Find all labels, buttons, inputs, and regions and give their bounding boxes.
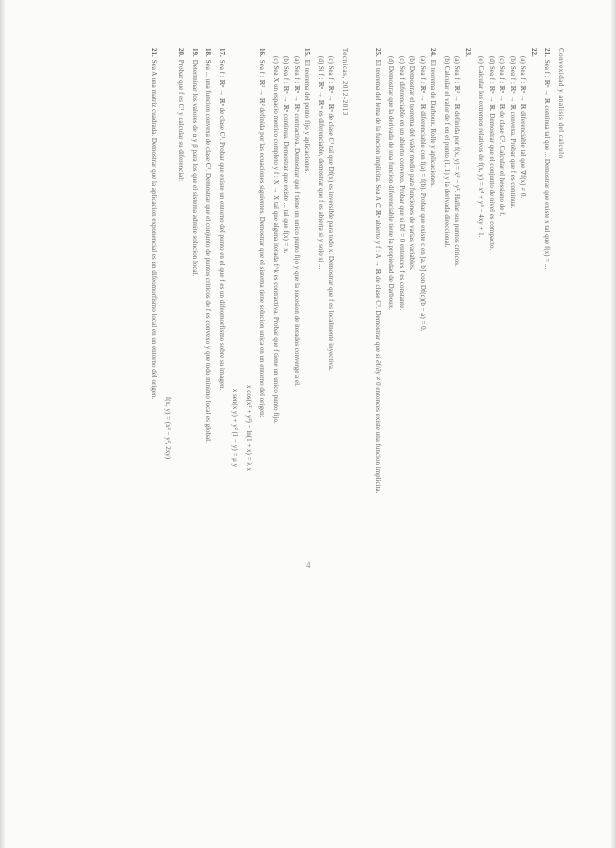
- problem-15-b: (b) Sea f : ℝⁿ → ℝⁿ continua. Demostrar que existe ... tal que f(x) = x.: [282, 56, 291, 254]
- page-number: 4: [306, 560, 311, 570]
- right-column: [316, 48, 566, 808]
- problem-21: 21.Sea A una matriz cuadrada. Demostrar que la aplicacion exponencial es un difeomorfismo local en un entorno del origen.: [150, 48, 159, 400]
- problem-16-eq2: x sen(x y) + y² (1 − y) = μ y: [231, 388, 240, 468]
- problem-18: 18.Sea ... una funcion convexa de clase C². Demostrar que el conjunto de puntos criticos de f es convexo y que todo minimo local es global.: [204, 48, 213, 443]
- problem-25: 25.El teorema del lema de la funcion implicita. Sea A ⊂ ℝⁿ abierto y f : A → ℝ de clase C¹. Demostrar que si ∂f/∂y ≠ 0 entonces existe una funcion implicita.: [374, 48, 382, 494]
- right-header: Convexidad y analisis del calculo: [557, 48, 565, 159]
- problem-20-eq: f(x, y) = (x² − y², 2xy): [164, 396, 172, 460]
- problem-20: 20.Probar que f es C¹ y calcular su diferencial: f(x, y) = (x² − y², 2xy): [163, 48, 187, 808]
- problem-16-eq1: x cos(x² + y²) − ln(1 + x) = λ x: [245, 385, 253, 471]
- left-column: [100, 48, 350, 808]
- scan-edge-left: [0, 0, 6, 848]
- problem-24: 24.El teorema de Darboux. Rolle y aplicaciones. (a) Sea f : ℝⁿ → ℝ diferenciable con f(a) = f(b). Probar que existe c en [a, b] con Df(c)(b − a) = 0. (b) Demostrar el teorema del valor medio para funciones de varias variables. (c) Sea f diferenciable en un abierto convexo. Probar que si Df = 0 entonces f es constante. (d) Demostrar que la derivada de una funcion diferenciable tiene la propiedad de Darboux.: [387, 48, 438, 332]
- problem-17: 17.Sea f : ℝⁿ → ℝⁿ de clase C¹. Probar que existe un entorno del punto en el que f es un difeomorfismo sobre su imagen.: [218, 48, 226, 391]
- problem-16: 16.Sea f : ℝ² → ℝ² definida por las ecuaciones siguientes. Demostrar que el sistema tiene solucion unica en un entorno del origen: x cos(x² + y²) − ln(1 + x) = λ x x sen(x y) + y² (1 − y) = μ y: [230, 48, 268, 808]
- problem-19: 19.Determinar los valores de α y β para los que el sistema admite solucion local.: [191, 48, 199, 277]
- problem-22: 22. (a) Sea f : ℝⁿ → ℝ diferenciable tal que ∇f(x) ≠ 0. (b) Sea f : ℝⁿ → ℝ convexa. Probar que f es continua. (c) Sea f : ℝⁿ → ℝ de clase C². Calcular el hessiano de f. (d) Sea f : ℝⁿ → ℝ. Demostrar que el conjunto de nivel es compacto. (e) Calcular los extremos relativos de f(x, y) = x⁴ + y⁴ − 4xy + 1.: [477, 48, 538, 251]
- problem-15-c: (c) Sea X un espacio metrico completo y f : X → X tal que alguna iterada f^k es contractiva. Probar que f tiene un unico punto fijo.: [272, 56, 280, 424]
- problem-14-d: (d) Si f : ℝⁿ → ℝᵐ es diferenciable, demostrar que f es abierta si y solo si ...: [317, 56, 325, 270]
- problem-14-c: (c) Sea f : ℝⁿ → ℝⁿ de clase C¹ tal que Df(x) es inversible para todo x. Demostrar que f es localmente inyectiva.: [327, 56, 336, 371]
- problem-23: 23. (a) Sea f : ℝ² → ℝ definida por f(x, y) = x² − y². Hallar sus puntos criticos. (b) Calcular el valor de f en el punto (1, 1) y la derivada direccional.: [443, 48, 472, 267]
- problem-15: 15.El teorema del punto fijo y aplicaciones. (a) Sea f : ℝⁿ → ℝⁿ contractiva. Demostrar que f tiene un unico punto fijo y que la sucesion de iterados converge a el. (b) Sea f : ℝⁿ → ℝⁿ continua. Demostrar que existe ... tal que f(x) = x. (c) Sea X un espacio metrico completo y f : X → X tal que alguna iterada f^k es contractiva. Probar que f tiene un unico punto fijo.: [271, 48, 313, 808]
- problem-21b: 21.Sea f : ℝⁿ → ℝ continua tal que ... Demostrar que existe x tal que f(x) = ...: [543, 48, 552, 270]
- problem-15-a: (a) Sea f : ℝⁿ → ℝⁿ contractiva. Demostrar que f tiene un unico punto fijo y que la sucesion de iterados converge a el.: [293, 56, 301, 387]
- scan-edge-right: [610, 0, 616, 848]
- left-header: Tecnicas, 2012-2013: [341, 48, 349, 116]
